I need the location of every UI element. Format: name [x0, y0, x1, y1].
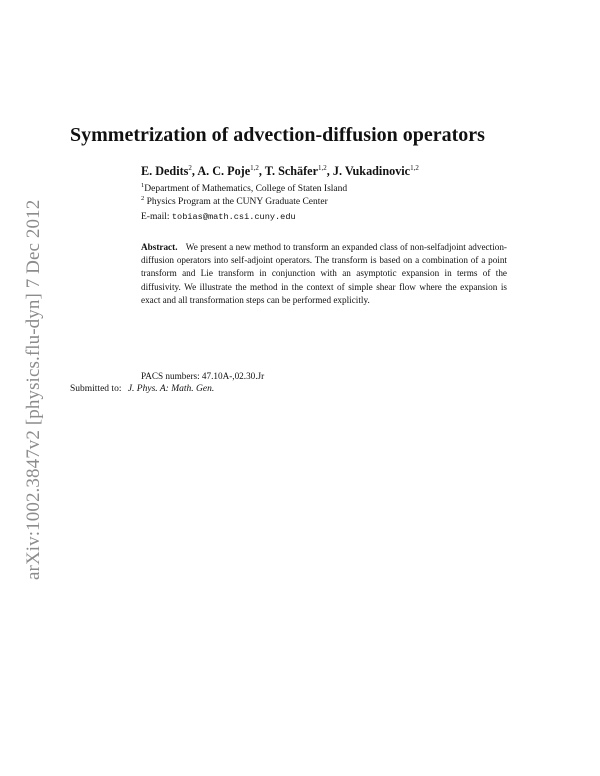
- affiliation: [141, 195, 541, 207]
- author-affiliation-mark: 1,2: [250, 164, 259, 172]
- affiliation-text: Physics Program at the CUNY Graduate Center: [144, 197, 328, 208]
- affiliation-mark: 1: [141, 182, 145, 189]
- journal-name: J. Phys. A: Math. Gen.: [127, 384, 215, 394]
- email-label: E-mail:: [141, 212, 172, 222]
- affiliation-mark: 2: [141, 195, 145, 202]
- abstract: [141, 241, 507, 307]
- author-separator: ,: [326, 164, 333, 179]
- arxiv-identifier: arXiv:1002.3847v2 [physics.flu-dyn] 7 Dec 2012: [23, 199, 44, 580]
- affiliation-text: Department of Mathematics, College of Staten Island: [144, 184, 348, 195]
- submitted-line: [70, 384, 470, 394]
- author-name: E. Dedits: [141, 164, 189, 179]
- affiliation: [141, 182, 541, 194]
- paper-title: Symmetrization of advection-diffusion operators: [70, 124, 485, 146]
- submitted-label: Submitted to:: [70, 384, 122, 394]
- abstract-label: Abstract.: [141, 242, 178, 252]
- author-affiliation-mark: 1,2: [410, 164, 419, 172]
- author-affiliation-mark: 1,2: [318, 164, 327, 172]
- author-affiliation-mark: 2: [188, 164, 192, 172]
- pacs-numbers: PACS numbers: 47.10A-,02.30.Jr: [141, 371, 265, 381]
- email-address: tobias@math.csi.cuny.edu: [171, 212, 296, 222]
- author-separator: ,: [191, 164, 198, 179]
- author-separator: ,: [258, 164, 265, 179]
- author-name: J. Vukadinovic: [332, 164, 411, 179]
- author-name: T. Schäfer: [264, 164, 319, 179]
- arxiv-sidebar: [19, 40, 49, 580]
- abstract-text: We present a new method to transform an expanded class of non-selfadjoint advection-diffusion operators into self-adjoint operators. The transform is based on a combination of a point transform and Lie transform in conjunction with an asymptotic expansion in terms of the diffusivity. We illustrate the method in the context of simple shear flow where the expansion is exact and all transformation steps can be performed explicitly.: [141, 242, 507, 305]
- email-line: [141, 212, 541, 222]
- author-name: A. C. Poje: [197, 164, 251, 179]
- author-list: [141, 164, 541, 179]
